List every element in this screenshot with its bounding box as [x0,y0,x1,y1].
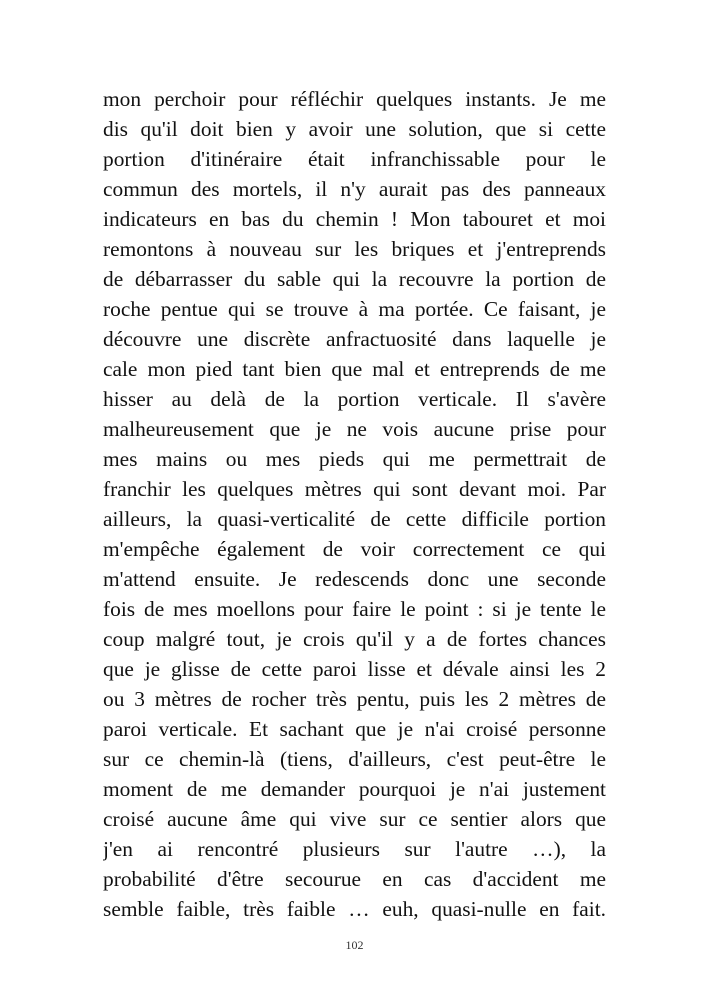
text-line: fois de mes moellons pour faire le point : si je tente le [103,597,606,621]
text-line: m'empêche également de voir correctement ce qui [103,537,606,561]
text-line: croisé aucune âme qui vive sur ce sentier alors que [103,807,606,831]
text-line: cale mon pied tant bien que mal et entreprends de me [103,357,606,381]
text-line: moment de me demander pourquoi je n'ai justement [103,777,606,801]
text-line: j'en ai rencontré plusieurs sur l'autre …), la [103,837,606,861]
text-line: roche pentue qui se trouve à ma portée. Ce faisant, je [103,297,606,321]
text-line: sur ce chemin-là (tiens, d'ailleurs, c'est peut-être le [103,747,606,771]
page-number: 102 [345,938,364,952]
text-line: probabilité d'être secourue en cas d'accident me [103,867,606,891]
text-line: commun des mortels, il n'y aurait pas des panneaux [103,177,606,201]
text-line: coup malgré tout, je crois qu'il y a de fortes chances [103,627,606,651]
text-line: malheureusement que je ne vois aucune prise pour [103,417,606,441]
text-line: ou 3 mètres de rocher très pentu, puis les 2 mètres de [103,687,606,711]
text-line: ailleurs, la quasi-verticalité de cette difficile portion [103,507,606,531]
text-line: m'attend ensuite. Je redescends donc une seconde [103,567,606,591]
text-line: que je glisse de cette paroi lisse et dévale ainsi les 2 [103,657,606,681]
text-line: mon perchoir pour réfléchir quelques instants. Je me [103,87,606,111]
text-line: mes mains ou mes pieds qui me permettrait de [103,447,606,471]
text-line: franchir les quelques mètres qui sont devant moi. Par [103,477,606,501]
text-line: dis qu'il doit bien y avoir une solution, que si cette [103,117,606,141]
text-line: de débarrasser du sable qui la recouvre la portion de [103,267,606,291]
text-line: semble faible, très faible … euh, quasi-nulle en fait. [103,897,606,921]
text-line: hisser au delà de la portion verticale. Il s'avère [103,387,606,411]
text-line: remontons à nouveau sur les briques et j'entreprends [103,237,606,261]
text-line: indicateurs en bas du chemin ! Mon tabouret et moi [103,207,606,231]
text-line: découvre une discrète anfractuosité dans laquelle je [103,327,606,351]
text-line: portion d'itinéraire était infranchissable pour le [103,147,606,171]
body-text [103,84,606,924]
text-line: paroi verticale. Et sachant que je n'ai croisé personne [103,717,606,741]
